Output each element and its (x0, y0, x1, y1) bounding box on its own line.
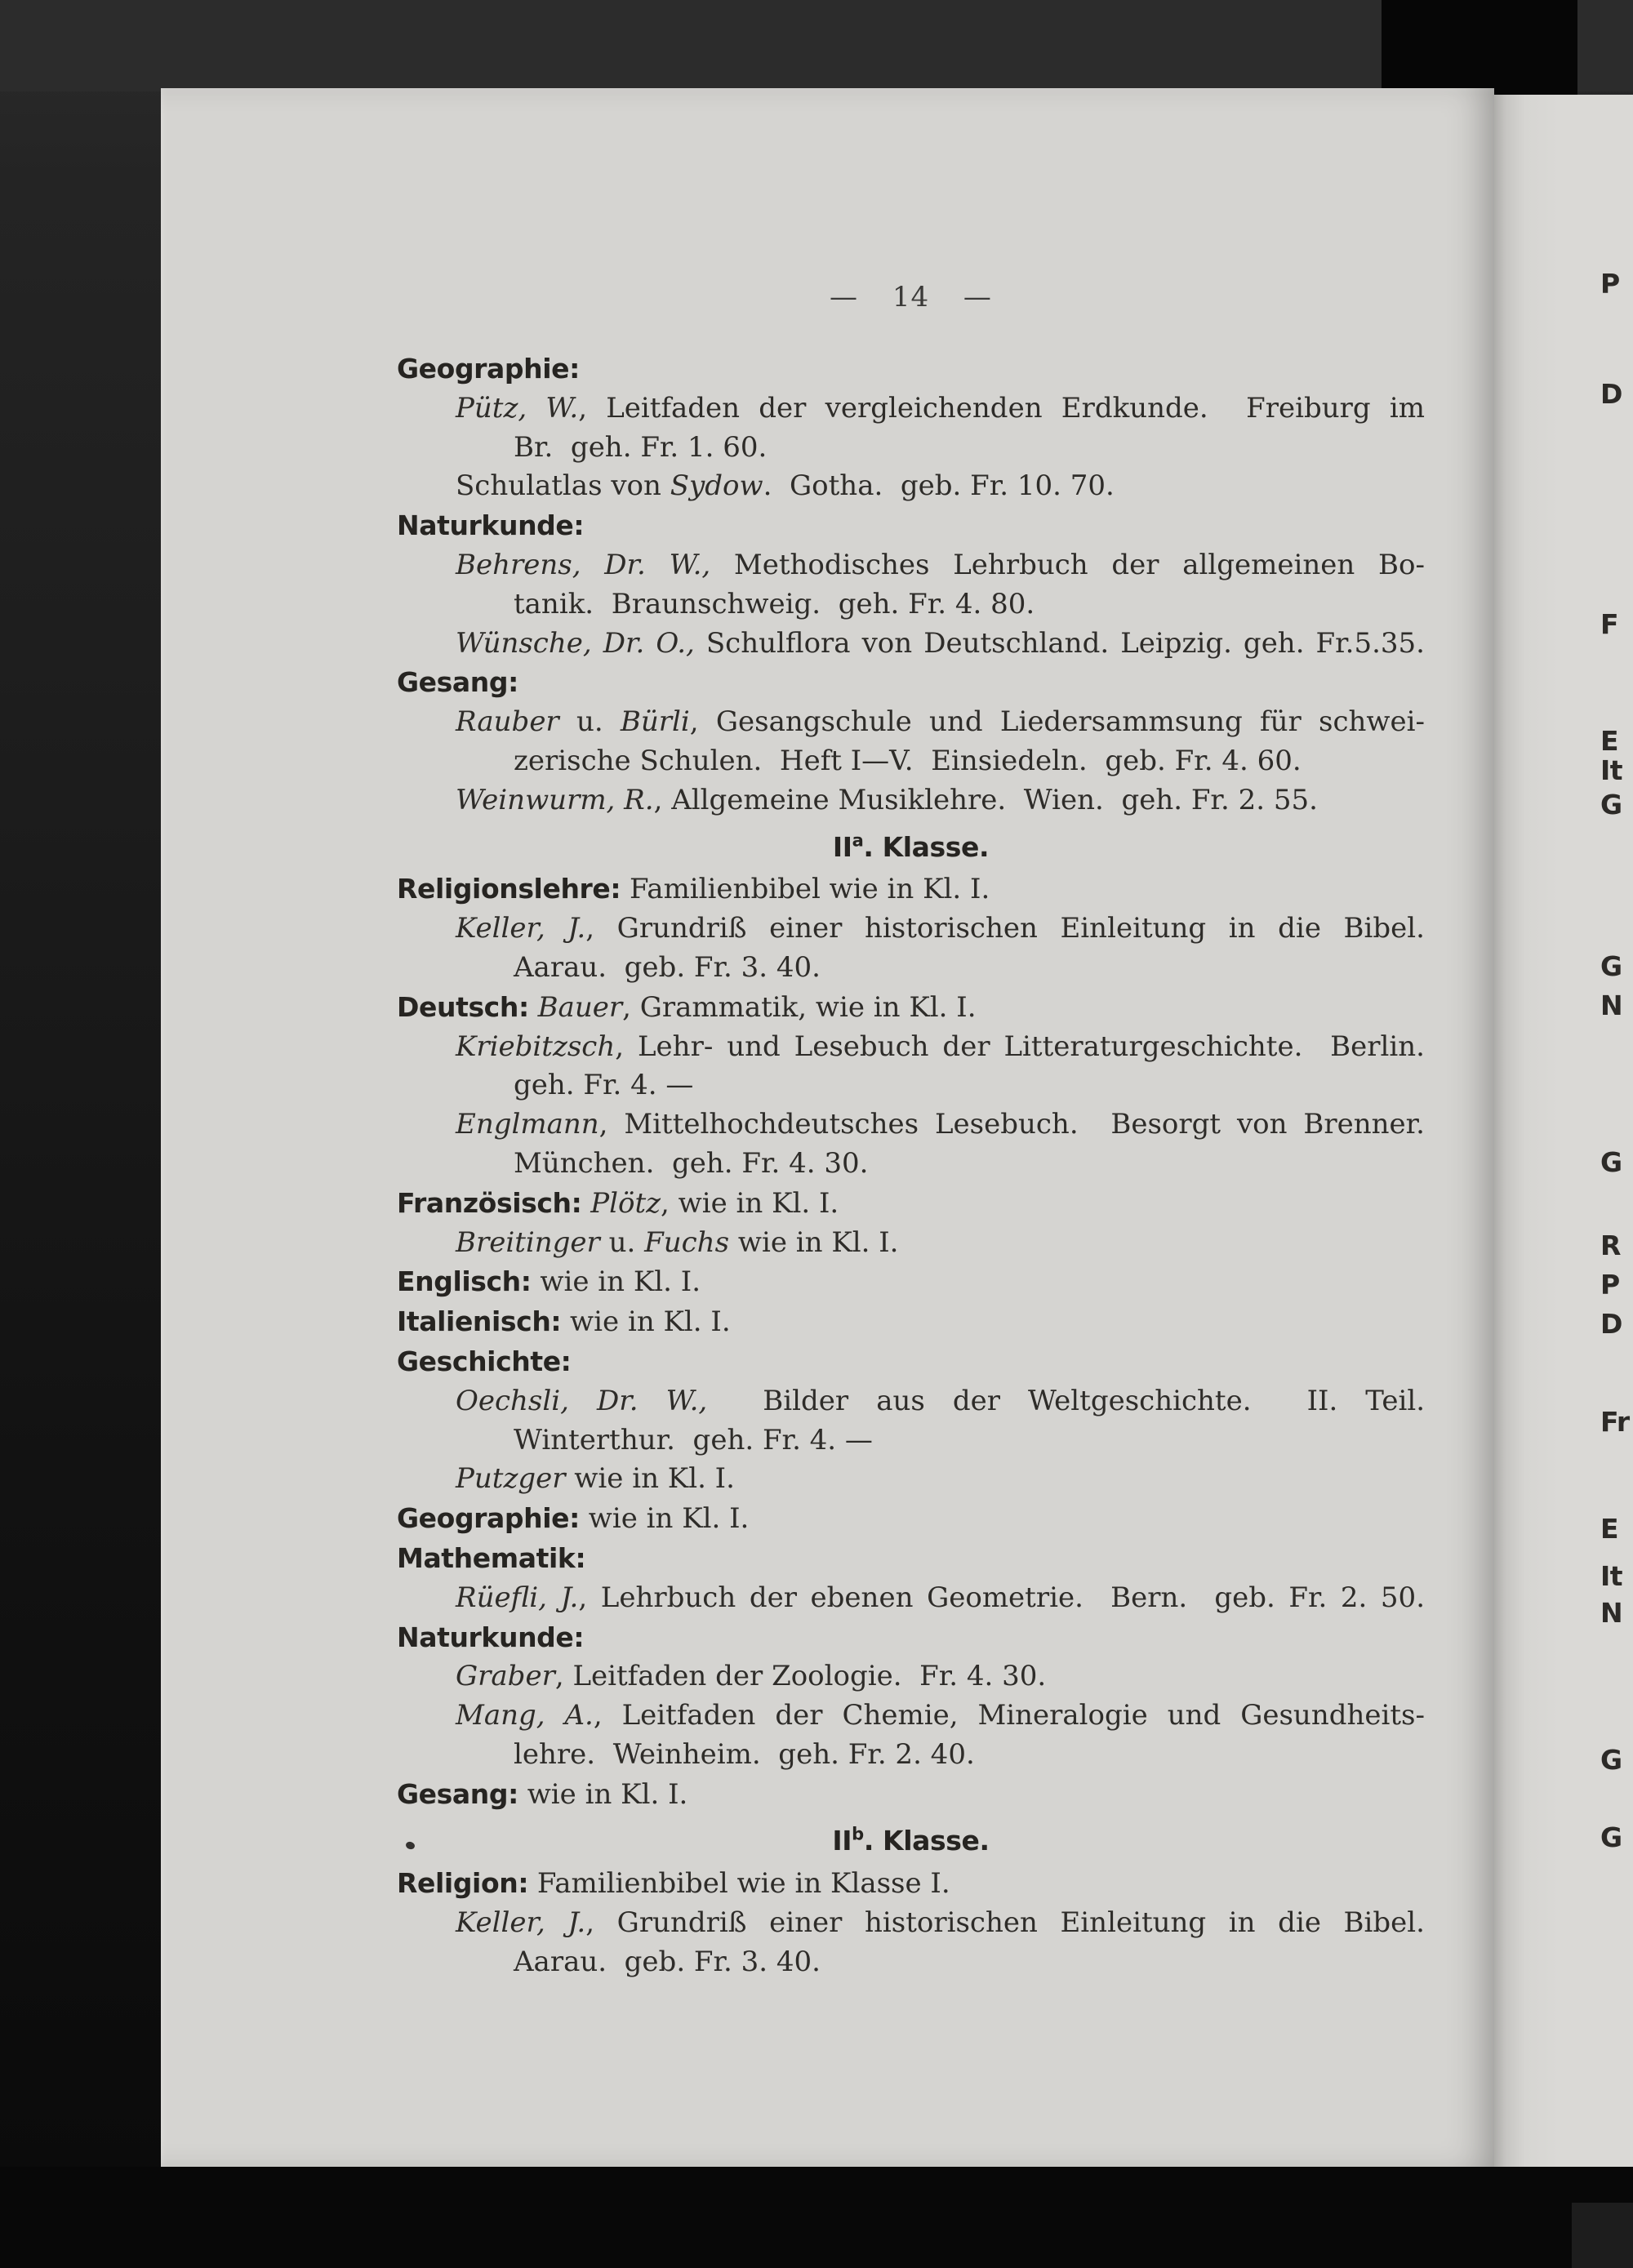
text-line (397, 1224, 1425, 1263)
italic-text-run: Keller, J. (456, 1906, 586, 1940)
bold-text-run: . Klasse. (863, 1825, 990, 1857)
facing-page-cutoff-text: N (1600, 1597, 1623, 1629)
text-line (397, 1066, 1425, 1105)
text-run: , Leitfaden der Chemie, Mineralogie und Gesundheits- (593, 1699, 1425, 1732)
text-line (397, 663, 1425, 703)
facing-page-cutoff-text: Fr (1600, 1406, 1630, 1438)
facing-page-cutoff-text: It (1600, 754, 1623, 786)
text-run: Schulflora von Deutschland. Leipzig. geh. Fr.5.35. (694, 626, 1425, 660)
text-run: , Leitfaden der vergleichenden Erdkunde. Freiburg im (578, 391, 1425, 425)
text-line (397, 1460, 1425, 1499)
text-line (397, 506, 1425, 546)
bold-text-run: b (852, 1825, 864, 1845)
italic-text-run: Weinwurm, R. (456, 783, 654, 816)
text-run: wie in Kl. I. (561, 1305, 731, 1339)
text-run (529, 991, 538, 1024)
bold-text-run: a (852, 830, 864, 851)
text-run: tanik. Braunschweig. geh. Fr. 4. 80. (514, 587, 1035, 620)
bold-text-run: Naturkunde: (397, 1621, 585, 1653)
bold-text-run: Gesang: (397, 1777, 518, 1810)
text-line (397, 625, 1425, 664)
text-line (397, 742, 1425, 781)
facing-page-cutoff-text: It (1600, 1560, 1623, 1592)
italic-text-run: Fuchs (644, 1225, 730, 1259)
text-line (397, 1302, 1425, 1342)
class-heading-line (397, 828, 1425, 868)
text-run: wie in Kl. I. (579, 1502, 750, 1536)
text-run: geh. Fr. 4. — (514, 1069, 694, 1102)
text-run: wie in Kl. I. (518, 1777, 688, 1811)
italic-text-run: Bürli (620, 705, 690, 739)
bold-text-run: Gesang: (397, 666, 518, 699)
text-run: , Grundriß einer historischen Einleitung in die Bibel. (585, 912, 1425, 945)
text-run: Bilder aus der Weltgeschichte. II. Teil. (707, 1384, 1426, 1417)
text-run: wie in Kl. I. (729, 1225, 899, 1259)
text-line (397, 546, 1425, 585)
text-line (397, 467, 1425, 506)
bold-text-run: Mathematik: (397, 1541, 586, 1574)
text-run: Aarau. geb. Fr. 3. 40. (514, 1945, 821, 1978)
text-line (397, 949, 1425, 988)
text-line (397, 1579, 1425, 1618)
text-run: Methodisches Lehrbuch der allgemeinen Bo- (710, 548, 1425, 581)
text-run: zerische Schulen. Heft I—V. Einsiedeln. geb. Fr. 4. 60. (514, 744, 1302, 777)
facing-page-cutoff-text: D (1600, 378, 1622, 410)
page-number: — 14 — (830, 281, 992, 314)
text-line (397, 1775, 1425, 1815)
bold-text-run: Geographie: (397, 1502, 580, 1535)
text-line (397, 429, 1425, 468)
italic-text-run: Wünsche, Dr. O., (456, 626, 695, 660)
italic-text-run: Pütz, W. (456, 391, 579, 425)
facing-page-cutoff-text: R (1600, 1230, 1621, 1261)
text-line (397, 1028, 1425, 1067)
text-run: wie in Kl. I. (565, 1462, 735, 1496)
bold-text-run: Religion: (397, 1867, 529, 1900)
text-line (397, 1657, 1425, 1697)
text-run (581, 1187, 590, 1220)
italic-text-run: Keller, J. (456, 912, 586, 945)
italic-text-run: Rüefli, J. (456, 1581, 579, 1614)
facing-page-cutoff-text: E (1600, 725, 1619, 757)
text-run: , Leitfaden der Zoologie. Fr. 4. 30. (554, 1660, 1047, 1693)
book-page (161, 88, 1494, 2167)
text-run: Aarau. geb. Fr. 3. 40. (514, 950, 821, 984)
text-run: , Grammatik, wie in Kl. I. (622, 990, 977, 1024)
text-run: , Mittelhochdeutsches Lesebuch. Besorgt von Brenner. (598, 1108, 1425, 1141)
text-run: u. (599, 1225, 645, 1259)
text-run: , Allgemeine Musiklehre. Wien. geh. Fr. 2. 55. (653, 783, 1318, 816)
scanner-background-bottom (0, 2167, 1633, 2268)
text-run: , Lehr- und Lesebuch der Litteraturgeschichte. Berlin. (615, 1029, 1425, 1063)
class-heading-line (397, 1821, 1425, 1861)
text-line (397, 1864, 1425, 1904)
facing-page-cutoff-text: G (1600, 1744, 1622, 1776)
bold-text-run: Geographie: (397, 353, 580, 385)
text-line (397, 1382, 1425, 1421)
facing-page-cutoff-text: G (1600, 950, 1622, 982)
facing-page-cutoff-text: D (1600, 1308, 1622, 1340)
text-run: lehre. Weinheim. geh. Fr. 2. 40. (514, 1737, 975, 1771)
text-run: Familienbibel wie in Klasse I. (528, 1867, 950, 1901)
bold-text-run: Naturkunde: (397, 509, 585, 542)
text-line (397, 869, 1425, 909)
text-run: , Lehrbuch der ebenen Geometrie. Bern. geb. Fr. 2. 50. (578, 1581, 1425, 1614)
text-line (397, 1539, 1425, 1579)
text-line (397, 988, 1425, 1028)
text-run: . Gotha. geb. Fr. 10. 70. (763, 469, 1115, 503)
italic-text-run: Mang, A. (456, 1699, 594, 1732)
text-line (397, 703, 1425, 742)
italic-text-run: Behrens, Dr. W., (456, 548, 711, 581)
bold-text-run: II (832, 830, 852, 863)
text-line (397, 585, 1425, 625)
italic-text-run: Rauber (456, 705, 559, 739)
facing-page-cutoff-text: P (1600, 1269, 1620, 1301)
text-line (397, 1105, 1425, 1145)
facing-page-cutoff-text: E (1600, 1513, 1619, 1545)
italic-text-run: Kriebitzsch (456, 1029, 616, 1063)
text-line (397, 1499, 1425, 1539)
facing-page-cutoff-text: N (1600, 989, 1623, 1021)
text-run: , Grundriß einer historischen Einleitung in die Bibel. (585, 1906, 1425, 1940)
text-run: München. geh. Fr. 4. 30. (514, 1146, 869, 1180)
text-run: Br. geh. Fr. 1. 60. (514, 430, 768, 464)
facing-page-cutoff-text: P (1600, 268, 1620, 300)
text-line (397, 1262, 1425, 1302)
text-line (397, 1421, 1425, 1461)
text-line (397, 909, 1425, 949)
bold-text-run: . Klasse. (863, 830, 990, 863)
text-line (397, 1618, 1425, 1658)
bold-text-run: Französisch: (397, 1186, 582, 1219)
italic-text-run: Sydow (670, 469, 763, 503)
text-run: , Gesangschule und Liedersammsung für schwei- (689, 705, 1425, 739)
text-line (397, 1145, 1425, 1184)
text-line (397, 389, 1425, 429)
facing-page-cutoff-text: G (1600, 1146, 1622, 1178)
text-column (397, 349, 1425, 1982)
text-line (397, 1697, 1425, 1736)
text-line (397, 349, 1425, 389)
bold-text-run: Deutsch: (397, 990, 529, 1023)
text-line (397, 1904, 1425, 1943)
text-run: u. (558, 705, 621, 739)
text-run: Schulatlas von (456, 469, 670, 503)
text-run: , wie in Kl. I. (661, 1186, 839, 1220)
bold-text-run: Italienisch: (397, 1305, 562, 1338)
facing-page-strip (1494, 95, 1633, 2172)
text-line (397, 781, 1425, 820)
text-line (397, 1943, 1425, 1982)
italic-text-run: Graber (456, 1660, 555, 1693)
facing-page-cutoff-text: G (1600, 1821, 1622, 1853)
italic-text-run: Oechsli, Dr. W., (456, 1384, 708, 1417)
text-run: wie in Kl. I. (531, 1265, 701, 1299)
bold-text-run: Englisch: (397, 1265, 532, 1298)
facing-page-cutoff-text: F (1600, 608, 1619, 640)
facing-page-cutoff-text: G (1600, 789, 1622, 820)
italic-text-run: Breitinger (456, 1225, 600, 1259)
scanner-corner-patch (1572, 2203, 1633, 2268)
bold-text-run: Religionslehre: (397, 873, 621, 905)
italic-text-run: Putzger (456, 1462, 566, 1496)
text-run: Winterthur. geh. Fr. 4. — (514, 1423, 873, 1456)
bold-text-run: II (832, 1825, 852, 1857)
italic-text-run: Englmann (456, 1108, 599, 1141)
text-line (397, 1184, 1425, 1224)
text-line (397, 1342, 1425, 1382)
italic-text-run: Plötz (590, 1186, 661, 1220)
text-line (397, 1736, 1425, 1775)
italic-text-run: Bauer (537, 990, 623, 1024)
text-run: Familienbibel wie in Kl. I. (621, 873, 990, 906)
bold-text-run: Geschichte: (397, 1345, 572, 1377)
